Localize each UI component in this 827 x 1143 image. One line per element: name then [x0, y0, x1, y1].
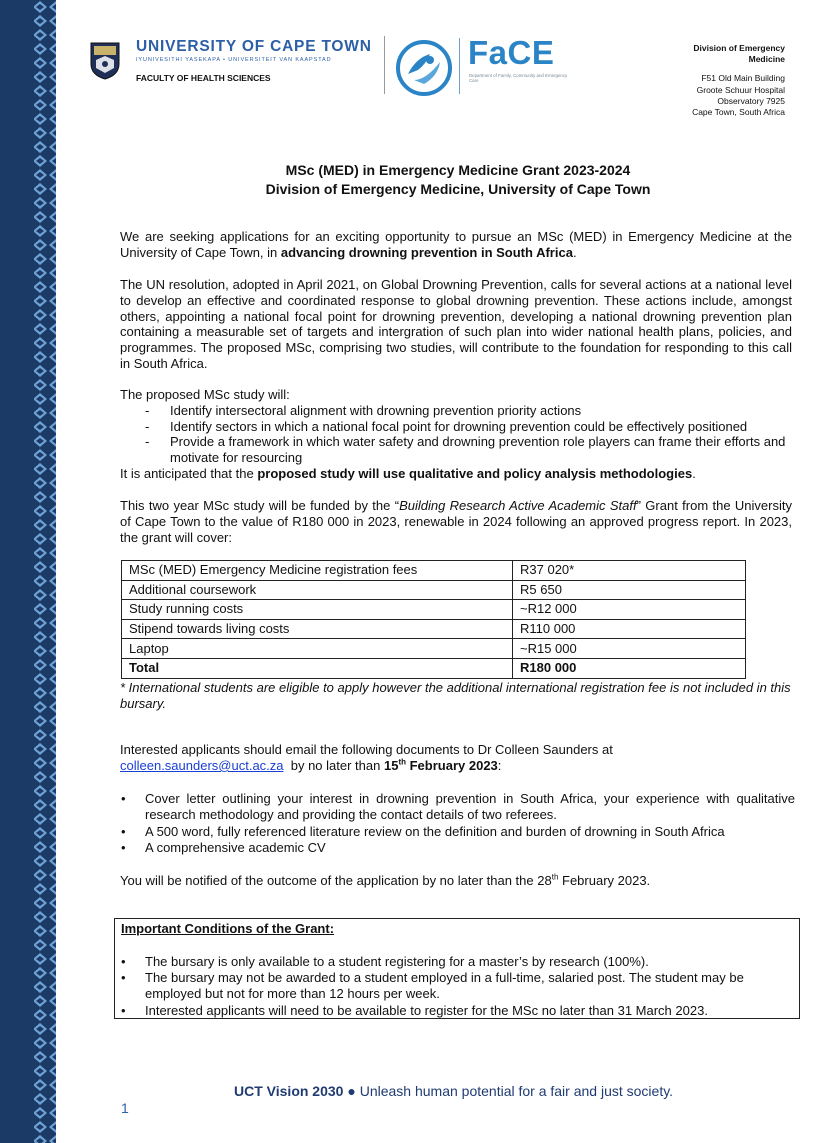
header-divider [384, 36, 385, 94]
table-cell-amount: ~R15 000 [513, 639, 746, 659]
un-resolution-paragraph: The UN resolution, adopted in April 2021, on Global Drowning Prevention, calls for several actions at a national level to develop an effective and coordinated response to global drowning prevention. These actions include, amongst others, appointing a national focal point for drowning prevention, developing a national drowning prevention plan containing a measurable set of targets and intergration of such plan into wider national health plans, policies, and programmes. The proposed MSc, comprising two studies, will contribute to the foundation for responding to this call in South Africa. [120, 277, 792, 371]
dash-marker: - [145, 434, 150, 449]
dash-marker: - [145, 403, 150, 418]
university-subtitle: IYUNIVESITHI YASEKAPA • UNIVERSITEIT VAN KAAPSTAD [136, 57, 332, 63]
face-wordmark: FaCE [468, 34, 555, 71]
international-note: * International students are eligible to apply however the additional international registration fee is not included in this bursary. [120, 680, 791, 711]
university-name: UNIVERSITY OF CAPE TOWN [136, 38, 372, 55]
bullet-marker: • [121, 1003, 126, 1018]
document-requirement: Cover letter outlining your interest in drowning prevention in South Africa, your experience with qualitative research methodology and providing the contact details of two referees. [145, 791, 795, 822]
uct-crest-logo [90, 42, 120, 80]
methodology-sentence [120, 466, 696, 482]
deadline-date [384, 758, 498, 773]
table-total-row [122, 658, 746, 678]
table-row [122, 600, 746, 620]
table-cell-amount: ~R12 000 [513, 600, 746, 620]
email-link[interactable]: colleen.saunders@uct.ac.za [120, 758, 284, 773]
bullet-marker: • [121, 970, 126, 985]
bullet-marker: • [121, 791, 126, 806]
notification-sentence [120, 873, 650, 889]
table-cell-item: Study running costs [122, 600, 513, 620]
intro-paragraph [120, 229, 792, 261]
apply-instructions: Interested applicants should email the following documents to Dr Colleen Saunders at [120, 742, 613, 757]
bullet-marker: • [121, 824, 126, 839]
address-line: Groote Schuur Hospital [696, 84, 785, 95]
table-cell-item: Stipend towards living costs [122, 619, 513, 639]
methodology-prefix: It is anticipated that the [120, 466, 258, 481]
table-cell-item: Additional coursework [122, 580, 513, 600]
funding-prefix: This two year MSc study will be funded by the “ [120, 498, 400, 513]
deadline-month: February 2023 [406, 758, 498, 773]
document-subtitle: Division of Emergency Medicine, University of Cape Town [265, 181, 651, 197]
intro-bold: advancing drowning prevention in South Africa [280, 244, 573, 260]
face-hands-logo [396, 40, 452, 96]
apply-deadline-line [120, 758, 501, 774]
footer-separator: ● [343, 1083, 360, 1099]
table-row [122, 619, 746, 639]
table-cell-amount: R180 000 [513, 658, 746, 678]
methodology-end: . [692, 466, 696, 481]
address-line: F51 Old Main Building [701, 73, 785, 84]
notification-suffix: February 2023. [558, 873, 651, 888]
face-subtitle: Department of Family, Community and Emergency Care [469, 73, 568, 83]
study-item: Provide a framework in which water safety and drowning prevention role players can frame their efforts and motivate for resourcing [170, 434, 786, 465]
vision-tagline: Unleash human potential for a fair and just society. [359, 1083, 674, 1099]
funding-paragraph [120, 498, 792, 545]
condition-item: The bursary may not be awarded to a student employed in a full-time, salaried post. The student may be employed but not for more than 12 hours per week. [145, 970, 744, 1001]
address-line: Division of Emergency [693, 43, 785, 53]
face-separator [459, 38, 460, 94]
study-item: Identify sectors in which a national focal point for drowning prevention could be effectively positioned [170, 419, 748, 434]
grant-cost-table [121, 560, 746, 679]
document-requirement: A comprehensive academic CV [145, 840, 326, 855]
address-line: Medicine [748, 54, 785, 65]
table-cell-amount: R5 650 [513, 580, 746, 600]
footer-vision [234, 1083, 673, 1099]
study-intro: The proposed MSc study will: [120, 387, 290, 402]
bullet-marker: • [121, 840, 126, 855]
table-cell-item: Laptop [122, 639, 513, 659]
notification-prefix: You will be notified of the outcome of the application by no later than the 28 [120, 873, 552, 888]
condition-item: The bursary is only available to a student registering for a master’s by research (100%). [145, 954, 649, 969]
document-requirement: A 500 word, fully referenced literature review on the definition and burden of drowning in South Africa [145, 824, 725, 839]
page-number: 1 [121, 1100, 129, 1116]
address-line: Cape Town, South Africa [692, 107, 785, 118]
table-cell-amount: R37 020* [513, 561, 746, 581]
conditions-title: Important Conditions of the Grant: [121, 921, 335, 936]
deadline-day: 15 [383, 758, 399, 773]
address-line: Observatory 7925 [717, 95, 785, 106]
table-cell-amount: R110 000 [513, 619, 746, 639]
intro-end: . [572, 244, 577, 260]
dash-marker: - [145, 419, 150, 434]
notification-sup: th [551, 872, 559, 882]
deadline-prefix: by no later than [283, 758, 384, 773]
bullet-marker: • [121, 954, 126, 969]
deadline-end: : [497, 758, 502, 773]
document-title: MSc (MED) in Emergency Medicine Grant 2023-2024 [285, 162, 631, 178]
table-row [122, 561, 746, 581]
table-row [122, 580, 746, 600]
methodology-bold: proposed study will use qualitative and policy analysis methodologies [257, 466, 693, 481]
vision-title: UCT Vision 2030 [234, 1083, 344, 1099]
funding-suffix: ” Grant from the University of Cape Town to the value of R180 000 in 2023, renewable in 2024 following an approved progress report. In 2023, the grant will cover: [120, 498, 792, 545]
condition-item: Interested applicants will need to be available to register for the MSc no later than 31 March 2023. [145, 1003, 708, 1018]
table-cell-item: MSc (MED) Emergency Medicine registration fees [122, 561, 513, 581]
division-address [692, 43, 785, 118]
study-item: Identify intersectoral alignment with drowning prevention priority actions [170, 403, 582, 418]
grant-name: Building Research Active Academic Staff [399, 498, 637, 513]
table-row [122, 639, 746, 659]
intro-text: We are seeking applications for an exciting opportunity to pursue an MSc (MED) in Emergency Medicine at the University of Cape Town, in [120, 229, 792, 260]
deadline-sup: th [398, 757, 406, 767]
table-cell-item: Total [122, 658, 513, 678]
faculty-name: FACULTY OF HEALTH SCIENCES [136, 73, 271, 83]
